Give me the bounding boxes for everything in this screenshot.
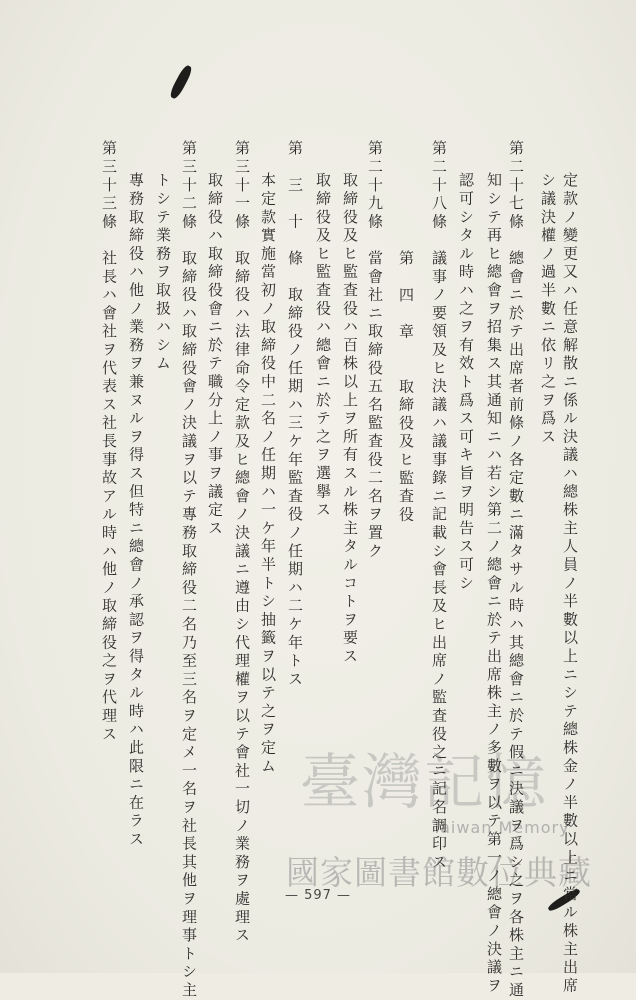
chapter-heading: 第 四 章 取締役及ヒ監査役 <box>397 250 415 525</box>
text-column-13: 第三十一條 取締役ハ法律命令定款及ヒ總會ノ決議ニ遵由シ代理權ヲ以テ會社一切ノ業務ヲ處理ス <box>233 140 251 946</box>
text-column-6: 第二十八條 議事ノ要領及ヒ決議ハ議事錄ニ記載シ會長及ヒ出席ノ監査役之ニ記名調印ス <box>430 140 448 872</box>
text-column-10: 取締役及ヒ監査役ハ總會ニ於テ之ヲ選擧ス <box>314 172 332 520</box>
text-column-16: トシテ業務ヲ取扱ハシム <box>154 172 172 374</box>
text-column-1: 定款ノ變更又ハ任意解散ニ係ル決議ハ總株主人員ノ半數以上ニシテ總株金ノ半數以上ニ當ル株主出席 <box>561 172 579 996</box>
watermark-english: Taiwan Memory <box>432 818 570 837</box>
text-column-2: シ議決權ノ過半數ニ依リ之ヲ爲ス <box>539 172 557 447</box>
text-column-14: 取締役ハ取締役會ニ於テ職分上ノ事ヲ議定ス <box>206 172 224 538</box>
text-column-11: 第 三 十 條 取締役ノ任期ハ三ケ年監査役ノ任期ハ二ケ年トス <box>286 140 304 689</box>
page-number: — 597 — <box>284 888 352 903</box>
text-column-18: 第三十三條 社長ハ會社ヲ代表ス社長事故アル時ハ他ノ取締役之ヲ代理ス <box>100 140 118 744</box>
text-column-3: 第二十七條 總會ニ於テ出席者前條ノ各定數ニ滿タサル時ハ其總會ニ於テ假ニ決議ヲ爲シ之ヲ各株主ニ通 <box>507 140 525 1000</box>
text-column-9: 取締役及ヒ監査役ハ百株以上ヲ所有スル株主タルコトヲ要ス <box>341 172 359 667</box>
text-column-15: 第三十二條 取締役ハ取締役會ノ決議ヲ以テ專務取締役二名乃至三名ヲ定メ一名ヲ社長其他ヲ理事トシ主 <box>180 140 198 1000</box>
watermark-calligraphy: 臺灣記憶 <box>300 748 548 818</box>
ink-mark-top <box>168 64 194 100</box>
text-column-8: 第二十九條 當會社ニ取締役五名監査役二名ヲ置ク <box>366 140 384 561</box>
watermark-chinese: 國家圖書館數位典藏 <box>286 853 592 892</box>
text-column-12: 本定款實施當初ノ取締役中二名ノ任期ハ一ケ年半トシ抽籤ヲ以テ之ヲ定ム <box>259 172 277 776</box>
text-column-4: 知シテ再ヒ總會ヲ招集ス其通知ニハ若シ第二ノ總會ニ於テ出席株主ノ多數ヲ以テ第一ノ總會ノ決議ヲ <box>485 172 503 996</box>
text-column-17: 專務取締役ハ他ノ業務ヲ兼ヌルヲ得ス但特ニ總會ノ承認ヲ得タル時ハ此限ニ在ラス <box>127 172 145 850</box>
text-column-5: 認可シタル時ハ之ヲ有效ト爲ス可キ旨ヲ明告ス可シ <box>457 172 475 593</box>
